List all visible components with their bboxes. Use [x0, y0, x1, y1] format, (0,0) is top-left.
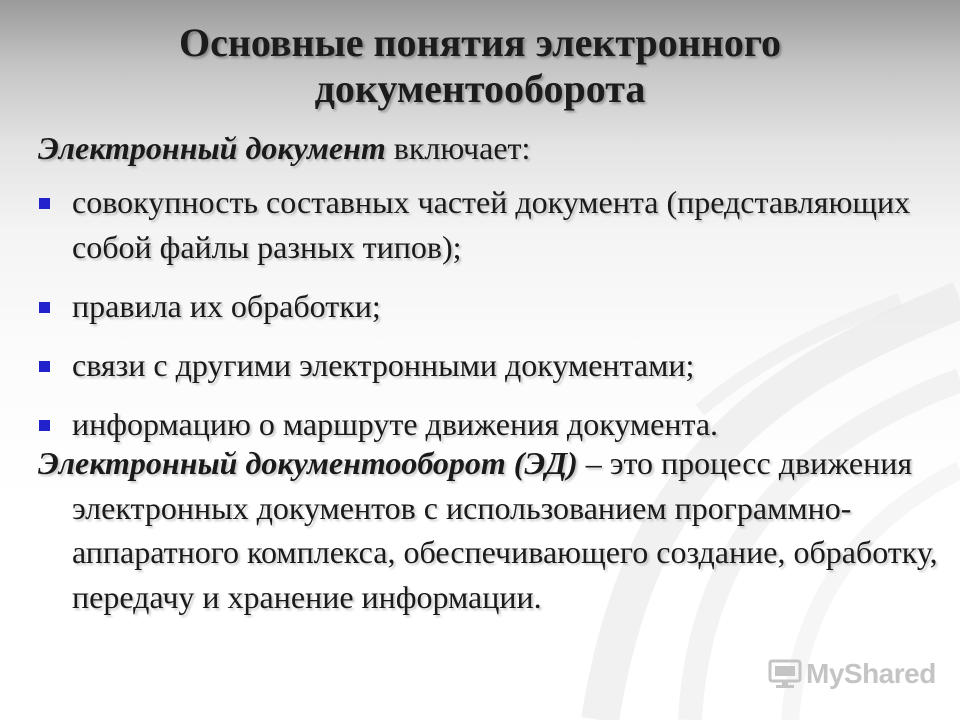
definition-paragraph — [38, 441, 952, 619]
square-bullet-icon — [39, 302, 50, 313]
square-bullet-icon — [39, 361, 50, 372]
square-bullet-icon — [39, 420, 50, 431]
bullet-text: информацию о маршруте движения документа. — [72, 406, 719, 442]
bullet-list — [38, 180, 918, 461]
slide-title — [60, 20, 900, 112]
bullet-item — [38, 180, 918, 270]
bullet-text: совокупность составных частей документа (представляющих собой файлы разных типов); — [72, 184, 911, 265]
definition-rest: – это процесс движения электронных документов с использованием программно-аппаратного комплекса, обеспечивающего создание, обработку, передачу и хранение информации. — [72, 445, 938, 615]
intro-rest: включает: — [385, 130, 531, 166]
bullet-text: связи с другими электронными документами; — [72, 347, 695, 383]
square-bullet-icon — [39, 198, 50, 209]
bullet-item — [38, 343, 918, 388]
intro-term: Электронный документ — [38, 130, 386, 166]
bullet-item — [38, 284, 918, 329]
intro-line — [38, 126, 530, 171]
watermark-logo — [768, 656, 936, 692]
title-line-2: документооборота — [314, 66, 646, 111]
watermark-text: MyShared — [806, 658, 936, 689]
monitor-icon — [768, 659, 802, 689]
bullet-text: правила их обработки; — [72, 288, 381, 324]
definition-term: Электронный документооборот (ЭД) — [38, 445, 578, 481]
title-line-1: Основные понятия электронного — [178, 20, 782, 65]
